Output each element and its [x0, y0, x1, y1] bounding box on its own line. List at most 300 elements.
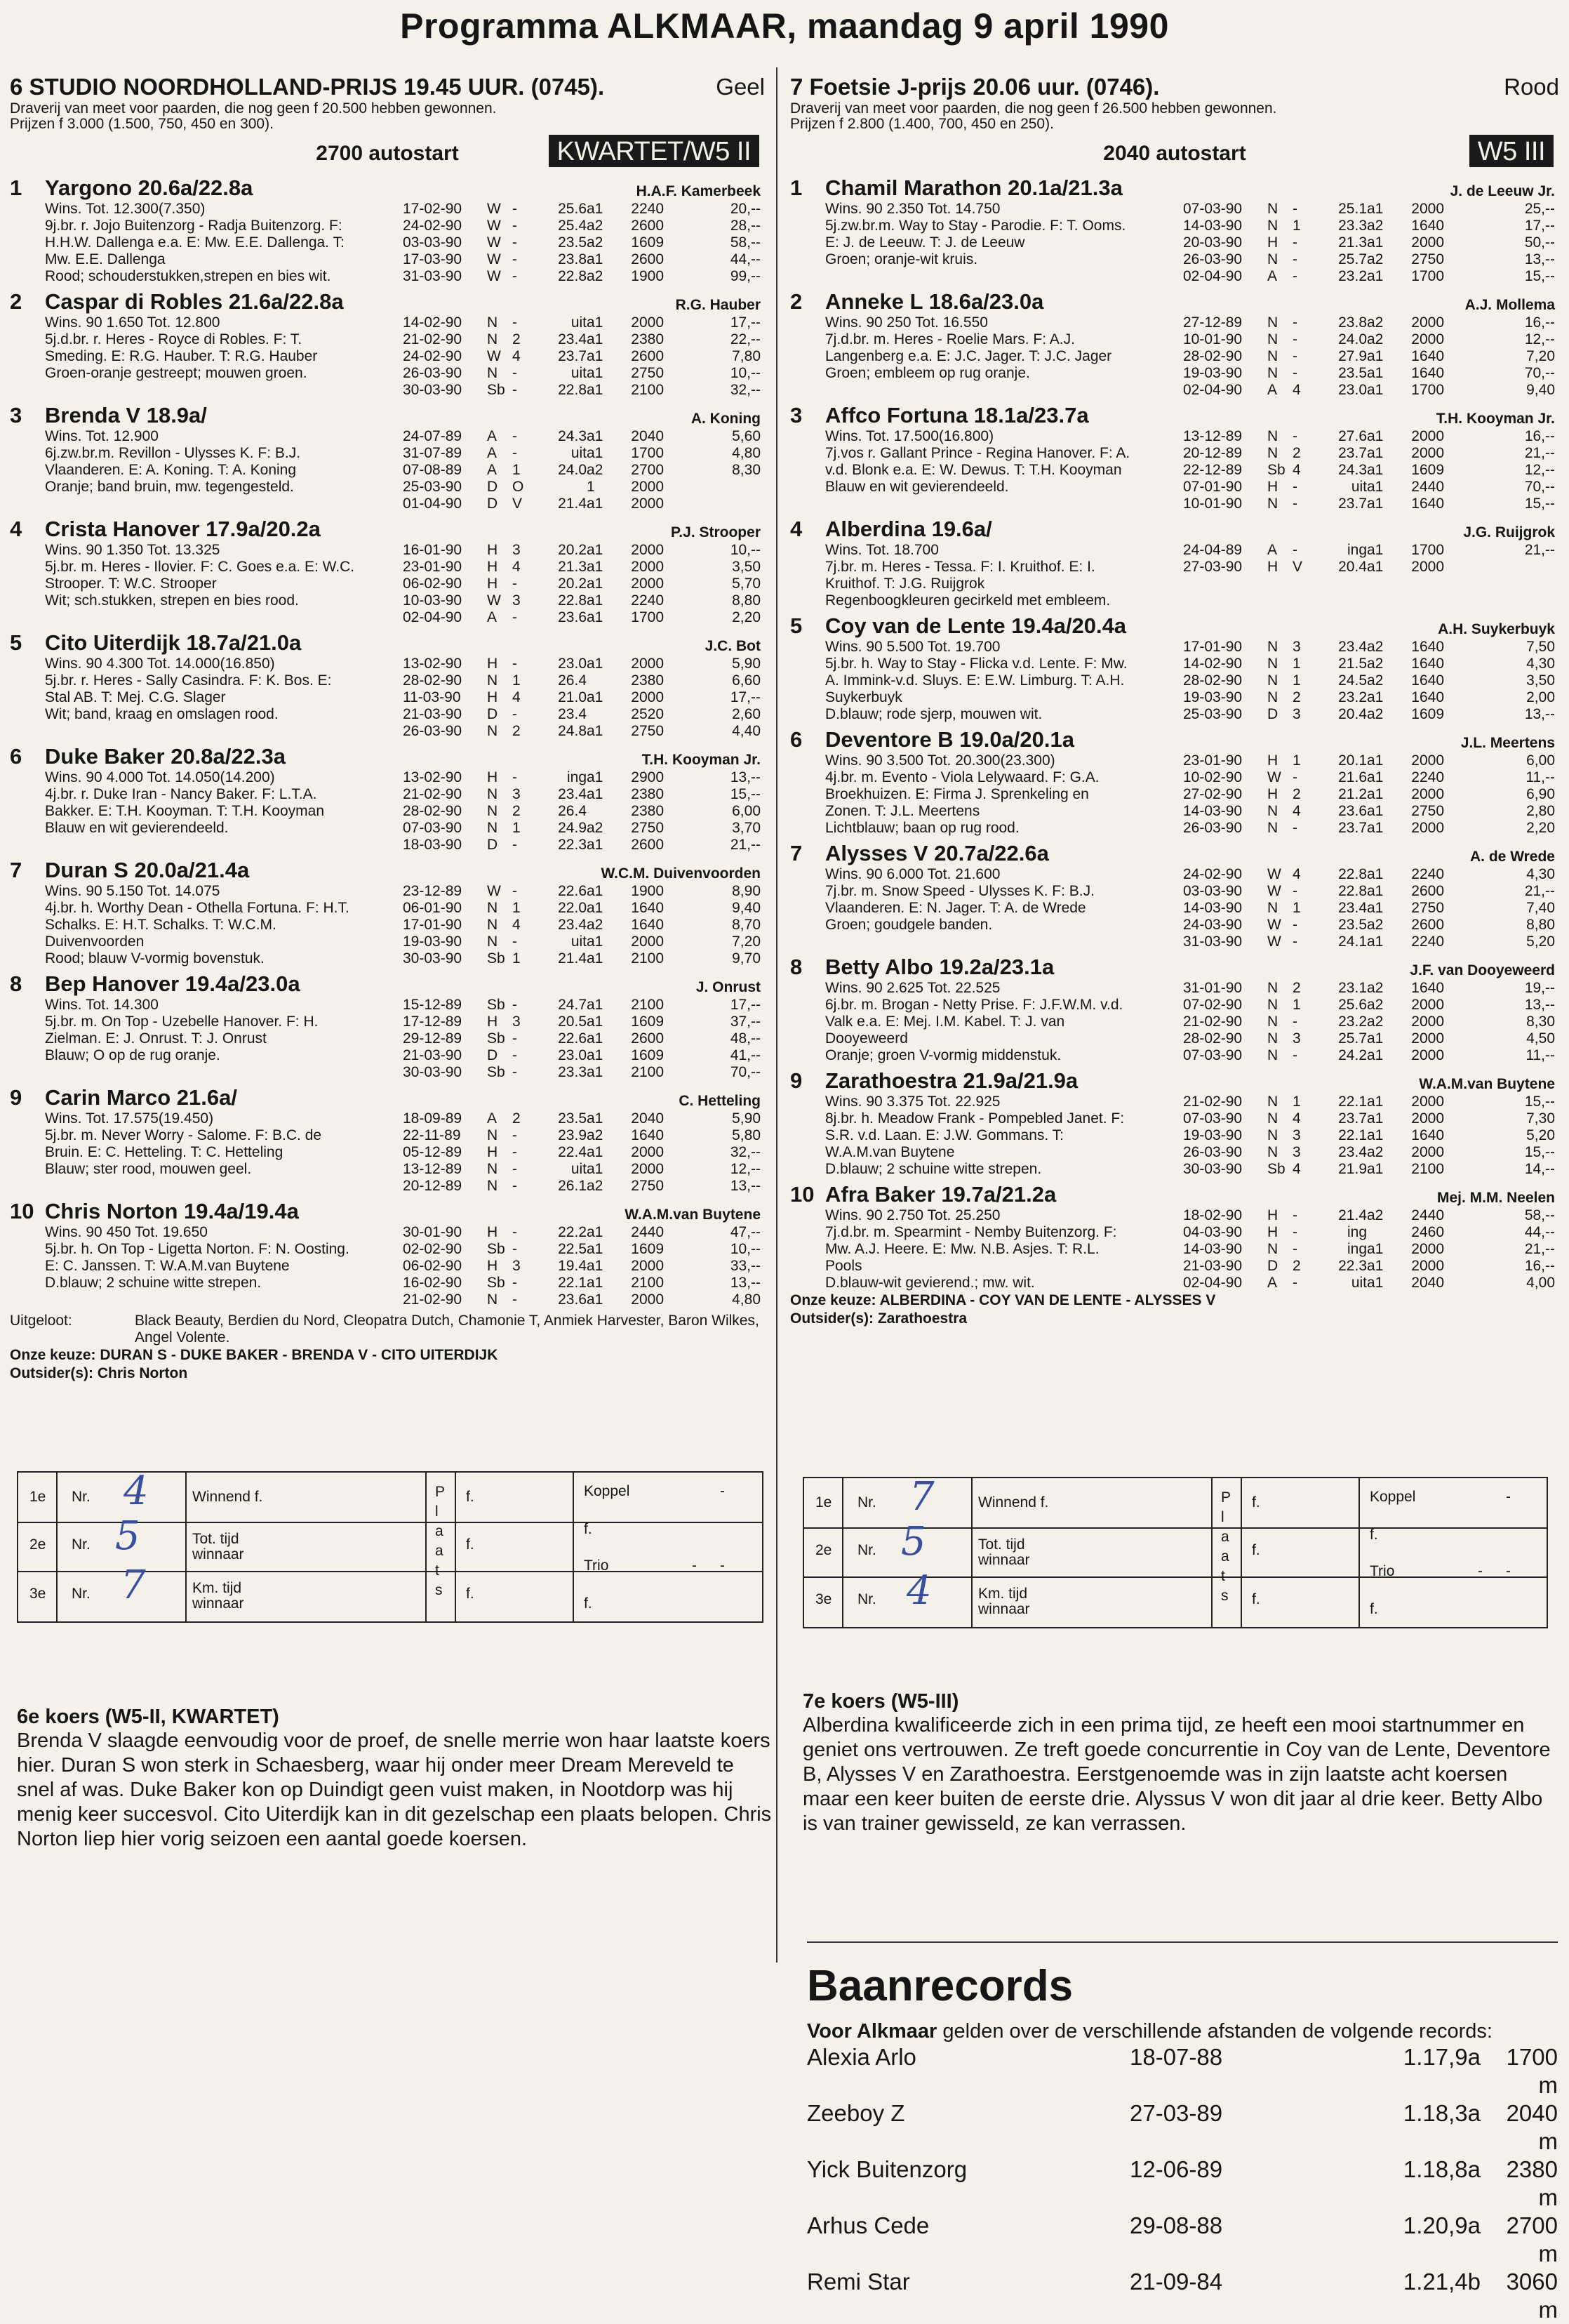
result-cell: N: [487, 917, 498, 933]
race-title: 7 Foetsie J-prijs 20.06 uur. (0746).: [790, 74, 1160, 100]
comment-title: 7e koers (W5-III): [803, 1690, 959, 1713]
result-row: [403, 917, 765, 934]
horse-name-row: [790, 401, 1183, 428]
result-cell: 2,80: [1526, 803, 1555, 819]
horse-info: [790, 288, 1183, 399]
result-cell: a1: [587, 382, 603, 398]
onze-keuze: Onze keuze: ALBERDINA - COY VAN DE LENTE - ALYSSES V: [790, 1292, 1216, 1308]
result-cell: 9,40: [1526, 382, 1555, 398]
winnaar-label: winnaar: [978, 1552, 1030, 1568]
race-distance: 2700 autostart: [316, 142, 459, 165]
result-row: [403, 1161, 765, 1178]
result-cell: 07-08-89: [403, 462, 462, 478]
result-cell: 4,30: [1526, 866, 1555, 882]
result-cell: 1: [1293, 1094, 1301, 1110]
horse-name: Yargono 20.6a/22.8a: [45, 175, 253, 200]
result-cell: H: [487, 769, 498, 785]
result-cell: 20.2: [558, 542, 587, 558]
horse-entry: [790, 612, 1559, 723]
result-cell: 22.1: [558, 1275, 587, 1291]
result-cell: 11,--: [1525, 769, 1555, 785]
horse-detail-line: Wins. 90 1.350 Tot. 13.325: [45, 542, 220, 558]
horse-detail-line: Valk e.a. E: Mej. I.M. Kabel. T: J. van: [825, 1014, 1065, 1030]
result-cell: a2: [1367, 997, 1384, 1013]
result-cell: -: [512, 428, 517, 444]
result-cell: -: [1293, 1014, 1297, 1030]
result-cell: -: [512, 1064, 517, 1080]
result-row: [403, 803, 765, 820]
result-cell: N: [487, 900, 498, 916]
record-cell: 2040 m: [1506, 2100, 1558, 2154]
result-cell: 2440: [1411, 479, 1444, 495]
trainer-name: C. Hetteling: [679, 1093, 761, 1109]
result-cell: 2000: [1411, 1094, 1444, 1110]
result-cell: 21.3: [1338, 234, 1367, 251]
result-cell: 4: [512, 917, 521, 933]
race-conditions: Draverij van meet voor paarden, die nog geen f 20.500 hebben gewonnen.: [10, 100, 497, 117]
result-cell: -: [1293, 331, 1297, 347]
horse-detail-line: Groen; embleem op rug oranje.: [825, 365, 1030, 381]
trainer-name: W.A.M.van Buytene: [625, 1207, 761, 1223]
result-cell: 23.4: [1338, 1144, 1367, 1160]
result-cell: -: [512, 934, 517, 950]
result-cell: N: [1267, 1030, 1278, 1047]
horse-name-row: [10, 856, 403, 883]
horse-entry: [790, 401, 1559, 512]
f-label: f.: [466, 1489, 474, 1505]
result-row: [403, 997, 765, 1014]
horse-info: [790, 612, 1183, 723]
result-cell: 2100: [631, 950, 664, 967]
result-cell: 2750: [631, 820, 664, 836]
result-cell: N: [1267, 1014, 1278, 1030]
result-cell: N: [487, 1161, 498, 1177]
result-row: [1183, 656, 1559, 672]
result-cell: 2380: [631, 803, 664, 819]
result-cell: 2: [1293, 689, 1301, 705]
result-cell: 2000: [631, 656, 664, 672]
place-3-label: 3e: [29, 1586, 46, 1602]
horse-detail-line: Kruithof. T: J.G. Ruijgrok: [825, 576, 985, 592]
result-cell: 17-01-90: [1183, 639, 1243, 655]
result-cell: 25.6: [1338, 997, 1367, 1013]
result-row: [403, 1014, 765, 1030]
result-cell: Sb: [487, 1064, 505, 1080]
result-cell: 17,--: [1524, 218, 1555, 234]
result-cell: 01-04-90: [403, 496, 462, 512]
horse-detail-line: Blauw; ster rood, mouwen geel.: [45, 1161, 252, 1177]
result-cell: a1: [1367, 1047, 1384, 1063]
result-cell: H: [487, 689, 498, 705]
result-cell: 2240: [1411, 934, 1444, 950]
result-cell: 14-02-90: [1183, 656, 1243, 672]
result-cell: 3: [512, 1258, 521, 1274]
result-cell: 21-02-90: [1183, 1014, 1243, 1030]
result-cell: a2: [1367, 980, 1384, 996]
horse-number: 5: [790, 613, 803, 638]
result-cell: 15,--: [730, 786, 761, 802]
result-cell: 22.4: [558, 1144, 587, 1160]
result-cell: 19,--: [1524, 980, 1555, 996]
result-cell: N: [1267, 496, 1278, 512]
result-cell: 21.4: [558, 496, 587, 512]
result-cell: -: [512, 1030, 517, 1047]
horse-entry: [790, 1067, 1559, 1178]
result-cell: 48,--: [730, 1030, 761, 1047]
result-cell: 24.0: [1338, 331, 1367, 347]
horse-number: 5: [10, 630, 22, 655]
result-cell: a1: [1367, 803, 1384, 819]
result-cell: a1: [1367, 689, 1384, 705]
result-cell: D: [1267, 1258, 1278, 1274]
race-header: [10, 73, 765, 101]
race-distance: 2040 autostart: [1103, 142, 1246, 165]
result-cell: 24-02-90: [1183, 866, 1243, 882]
box-rule: [56, 1473, 58, 1621]
result-cell: D: [487, 837, 498, 853]
f-label: f.: [1370, 1601, 1378, 1617]
horse-name: Alberdina 19.6a/: [825, 517, 992, 541]
result-cell: 19-03-90: [1183, 365, 1243, 381]
result-cell: N: [1267, 980, 1278, 996]
horse-detail-line: 7j.d.br. m. Spearmint - Nemby Buitenzorg. F:: [825, 1224, 1117, 1240]
horse-detail-line: Mw. A.J. Heere. E: Mw. N.B. Asjes. T: R.L.: [825, 1241, 1100, 1257]
result-cell: a1: [587, 496, 603, 512]
horse-results: [403, 1084, 765, 1195]
result-cell: 25,--: [1524, 201, 1555, 217]
result-cell: 25-03-90: [1183, 706, 1243, 722]
result-cell: 8,30: [732, 462, 761, 478]
result-cell: H: [487, 1014, 498, 1030]
horse-detail-line: Suykerbuyk: [825, 689, 902, 705]
record-cell: 27-03-89: [1130, 2100, 1223, 2126]
result-cell: 2750: [1411, 900, 1444, 916]
result-row: [403, 234, 765, 251]
result-cell: 06-02-90: [403, 1258, 462, 1274]
result-cell: a1: [1367, 462, 1384, 478]
result-cell: 22.3: [1338, 1258, 1367, 1274]
result-cell: 6,90: [1526, 786, 1555, 802]
result-cell: -: [512, 576, 517, 592]
result-row: [1183, 268, 1559, 285]
result-cell: 31-03-90: [403, 268, 462, 284]
result-cell: a1: [1367, 769, 1384, 785]
horse-detail-line: Lichtblauw; baan op rug rood.: [825, 820, 1020, 836]
result-cell: 28-02-90: [1183, 348, 1243, 364]
result-cell: 10,--: [730, 542, 761, 558]
result-cell: 4: [1293, 803, 1301, 819]
box-rule: [842, 1478, 843, 1627]
result-cell: 2,00: [1526, 689, 1555, 705]
result-cell: a2: [1367, 314, 1384, 331]
horse-detail-line: 5j.br. h. On Top - Ligetta Norton. F: N. Oosting.: [45, 1241, 349, 1257]
result-cell: 2240: [631, 201, 664, 217]
result-cell: H: [487, 1224, 498, 1240]
result-cell: 22.3: [558, 837, 587, 853]
result-cell: 1900: [631, 268, 664, 284]
result-cell: 58,--: [730, 234, 761, 251]
result-row: [403, 201, 765, 218]
result-row: [1183, 1275, 1559, 1292]
result-cell: 23-01-90: [1183, 752, 1243, 769]
result-row: [1183, 1110, 1559, 1127]
horse-results: [1183, 515, 1559, 609]
result-cell: 18-03-90: [403, 837, 462, 853]
horse-name: Chamil Marathon 20.1a/21.3a: [825, 175, 1123, 200]
result-cell: 2750: [631, 723, 664, 739]
result-cell: 4: [1293, 382, 1301, 398]
result-cell: 1640: [631, 917, 664, 933]
result-cell: a1: [587, 251, 603, 267]
nr-label: Nr.: [857, 1542, 876, 1558]
result-cell: 58,--: [1524, 1207, 1555, 1223]
horse-detail-line: Wins. 90 2.750 Tot. 25.250: [825, 1207, 1001, 1223]
result-cell: 2700: [631, 462, 664, 478]
result-cell: N: [1267, 348, 1278, 364]
result-cell: [587, 803, 615, 820]
result-cell: a1: [1367, 479, 1384, 495]
result-cell: -: [512, 1241, 517, 1257]
result-cell: 23.4: [558, 331, 587, 347]
result-cell: a1: [1367, 445, 1384, 461]
horse-name: Anneke L 18.6a/23.0a: [825, 289, 1044, 314]
horse-name-row: [10, 1197, 403, 1224]
result-cell: 8,30: [1526, 1014, 1555, 1030]
bet-type-badge: KWARTET/W5 II: [549, 135, 759, 167]
result-row: [403, 542, 765, 559]
result-cell: 12,--: [1524, 462, 1555, 478]
horse-results: [1183, 1067, 1559, 1178]
result-cell: 17-01-90: [403, 917, 462, 933]
horse-entry: [10, 629, 765, 740]
result-cell: Sb: [487, 1030, 505, 1047]
result-row: [403, 769, 765, 786]
horse-number: 4: [790, 517, 803, 541]
result-row: [1183, 1241, 1559, 1258]
result-cell: -: [512, 997, 517, 1013]
box-rule: [455, 1473, 456, 1621]
race-prizes: Prijzen f 3.000 (1.500, 750, 450 en 300).: [10, 116, 274, 132]
result-cell: 07-03-90: [403, 820, 462, 836]
result-row: [403, 1030, 765, 1047]
result-cell: -: [1293, 542, 1297, 558]
result-cell: 10-03-90: [403, 592, 462, 609]
result-row: [1183, 314, 1559, 331]
result-cell: a1: [587, 1144, 603, 1160]
result-cell: 2000: [1411, 201, 1444, 217]
result-cell: 20.5: [558, 1014, 587, 1030]
result-cell: 23.7: [1338, 445, 1367, 461]
result-cell: 12,--: [1524, 331, 1555, 347]
result-cell: 2000: [1411, 1030, 1444, 1047]
result-cell: 23-01-90: [403, 559, 462, 575]
horse-name-row: [790, 515, 1183, 542]
result-cell: 2000: [631, 542, 664, 558]
result-cell: a1: [1367, 542, 1384, 558]
result-cell: 24-03-90: [1183, 917, 1243, 933]
result-cell: 23.7: [558, 348, 587, 364]
result-cell: 2000: [631, 496, 664, 512]
horse-detail-line: Wit; band, kraag en omslagen rood.: [45, 706, 279, 722]
result-cell: 22.6: [558, 1030, 587, 1047]
result-row: [1183, 689, 1559, 706]
trainer-name: W.C.M. Duivenvoorden: [601, 865, 761, 882]
result-row: [1183, 382, 1559, 399]
horse-name-row: [790, 1181, 1183, 1207]
trio-label: Trio: [1370, 1563, 1395, 1579]
horse-detail-line: Blauw en wit gevierendeeld.: [825, 479, 1009, 495]
result-cell: 26-03-90: [403, 723, 462, 739]
result-cell: N: [487, 803, 498, 819]
result-cell: 02-04-90: [1183, 268, 1243, 284]
horse-detail-line: D.blauw; 2 schuine witte strepen.: [45, 1275, 262, 1291]
horse-results: [403, 970, 765, 1081]
intro-text: gelden over de verschillende afstanden de volgende records:: [937, 2020, 1493, 2043]
handwritten-number: 4: [123, 1468, 149, 1514]
result-cell: 2000: [1411, 428, 1444, 444]
trainer-name: J.L. Meertens: [1460, 735, 1555, 751]
result-cell: a2: [1367, 1014, 1384, 1030]
result-row: [1183, 803, 1559, 820]
result-cell: 1640: [1411, 672, 1444, 689]
result-cell: 25.7: [1338, 251, 1367, 267]
result-cell: Sb: [487, 950, 505, 967]
nr-label: Nr.: [72, 1586, 91, 1602]
result-cell: Sb: [487, 1241, 505, 1257]
result-cell: 7,30: [1526, 1110, 1555, 1127]
record-cell: Arhus Cede: [807, 2212, 930, 2238]
result-cell: 2040: [631, 1110, 664, 1127]
dash: -: [720, 1483, 725, 1499]
result-cell: 1: [587, 479, 595, 495]
result-cell: 03-03-90: [403, 234, 462, 251]
result-cell: 26-03-90: [1183, 1144, 1243, 1160]
record-row: [807, 2212, 1558, 2268]
result-cell: a1: [1367, 1161, 1384, 1177]
result-cell: 21-03-90: [403, 1047, 462, 1063]
horse-detail-line: 4j.br. h. Worthy Dean - Othella Fortuna. F: H.T.: [45, 900, 349, 916]
result-cell: 30-01-90: [403, 1224, 462, 1240]
result-cell: 24.7: [558, 997, 587, 1013]
result-row: [403, 950, 765, 967]
result-cell: -: [512, 1047, 517, 1063]
result-row: [1183, 672, 1559, 689]
horse-results: [1183, 174, 1559, 285]
horse-number: 8: [10, 971, 22, 996]
result-cell: N: [1267, 820, 1278, 836]
trainer-name: J.G. Ruijgrok: [1463, 524, 1555, 540]
result-cell: uit: [570, 1161, 587, 1177]
result-cell: 2000: [631, 576, 664, 592]
result-cell: 2380: [631, 786, 664, 802]
result-cell: 13-02-90: [403, 656, 462, 672]
result-cell: H: [1267, 1224, 1278, 1240]
result-cell: 17-12-89: [403, 1014, 462, 1030]
result-cell: 23.7: [1338, 820, 1367, 836]
horse-detail-line: Groen; oranje-wit kruis.: [825, 251, 978, 267]
horse-entry: [10, 401, 765, 512]
result-row: [1183, 496, 1559, 512]
result-cell: 3: [1293, 639, 1301, 655]
result-cell: N: [1267, 672, 1278, 689]
record-cell: 18-07-88: [1130, 2044, 1223, 2070]
result-cell: 26.4: [558, 672, 587, 689]
result-cell: 16,--: [1524, 1258, 1555, 1274]
result-cell: 2040: [1411, 1275, 1444, 1291]
result-cell: N: [1267, 1047, 1278, 1063]
horse-entry: [790, 174, 1559, 285]
horse-results: [403, 174, 765, 285]
result-cell: N: [1267, 1241, 1278, 1257]
result-cell: H: [1267, 1207, 1278, 1223]
result-cell: 22.0: [558, 900, 587, 916]
horse-number: 10: [10, 1199, 34, 1223]
result-cell: -: [512, 218, 517, 234]
result-cell: N: [1267, 251, 1278, 267]
result-cell: 2000: [1411, 1144, 1444, 1160]
horse-detail-line: Wins. 90 5.500 Tot. 19.700: [825, 639, 1001, 655]
result-cell: -: [512, 234, 517, 251]
result-cell: 15-12-89: [403, 997, 462, 1013]
result-cell: 41,--: [730, 1047, 761, 1063]
result-cell: a1: [1367, 428, 1384, 444]
horse-detail-line: Wins. 90 6.000 Tot. 21.600: [825, 866, 1001, 882]
f-label: f.: [1370, 1527, 1378, 1543]
result-cell: 4,80: [732, 445, 761, 461]
result-cell: 1640: [1411, 639, 1444, 655]
result-cell: 1700: [1411, 542, 1444, 558]
result-cell: 21-03-90: [1183, 1258, 1243, 1274]
result-cell: a1: [1367, 900, 1384, 916]
result-cell: [664, 479, 765, 496]
result-cell: a1: [587, 1014, 603, 1030]
result-cell: 17-03-90: [403, 251, 462, 267]
result-cell: 27.6: [1338, 428, 1367, 444]
horse-detail-line: Bruin. E: C. Hetteling. T: C. Hetteling: [45, 1144, 283, 1160]
result-cell: 20,--: [730, 201, 761, 217]
result-cell: 1640: [1411, 348, 1444, 364]
result-cell: 1: [512, 820, 521, 836]
result-cell: a2: [587, 1127, 603, 1143]
result-cell: 2240: [631, 592, 664, 609]
result-cell: 4: [1293, 1161, 1301, 1177]
winnaar-label: winnaar: [978, 1601, 1030, 1617]
result-cell: 9,70: [732, 950, 761, 967]
result-cell: 1: [1293, 997, 1301, 1013]
result-cell: 1640: [631, 900, 664, 916]
result-cell: 1609: [1411, 706, 1444, 722]
horse-name: Affco Fortuna 18.1a/23.7a: [825, 403, 1089, 427]
result-cell: N: [487, 820, 498, 836]
result-cell: 3: [1293, 1127, 1301, 1143]
result-cell: N: [1267, 639, 1278, 655]
result-cell: 2000: [1411, 786, 1444, 802]
result-cell: 31-03-90: [1183, 934, 1243, 950]
trainer-name: A. Koning: [690, 411, 761, 427]
result-cell: 14-03-90: [1183, 900, 1243, 916]
result-cell: a2: [1367, 917, 1384, 933]
horse-name-row: [10, 1084, 403, 1110]
horse-number: 10: [790, 1182, 815, 1207]
result-cell: 2750: [1411, 251, 1444, 267]
result-cell: a1: [587, 1292, 603, 1308]
result-cell: a1: [1367, 1258, 1384, 1274]
horse-entry: [10, 743, 765, 854]
result-cell: N: [487, 672, 498, 689]
result-cell: -: [1293, 883, 1297, 899]
result-cell: 26.4: [558, 803, 587, 819]
horse-entry: [790, 515, 1559, 609]
